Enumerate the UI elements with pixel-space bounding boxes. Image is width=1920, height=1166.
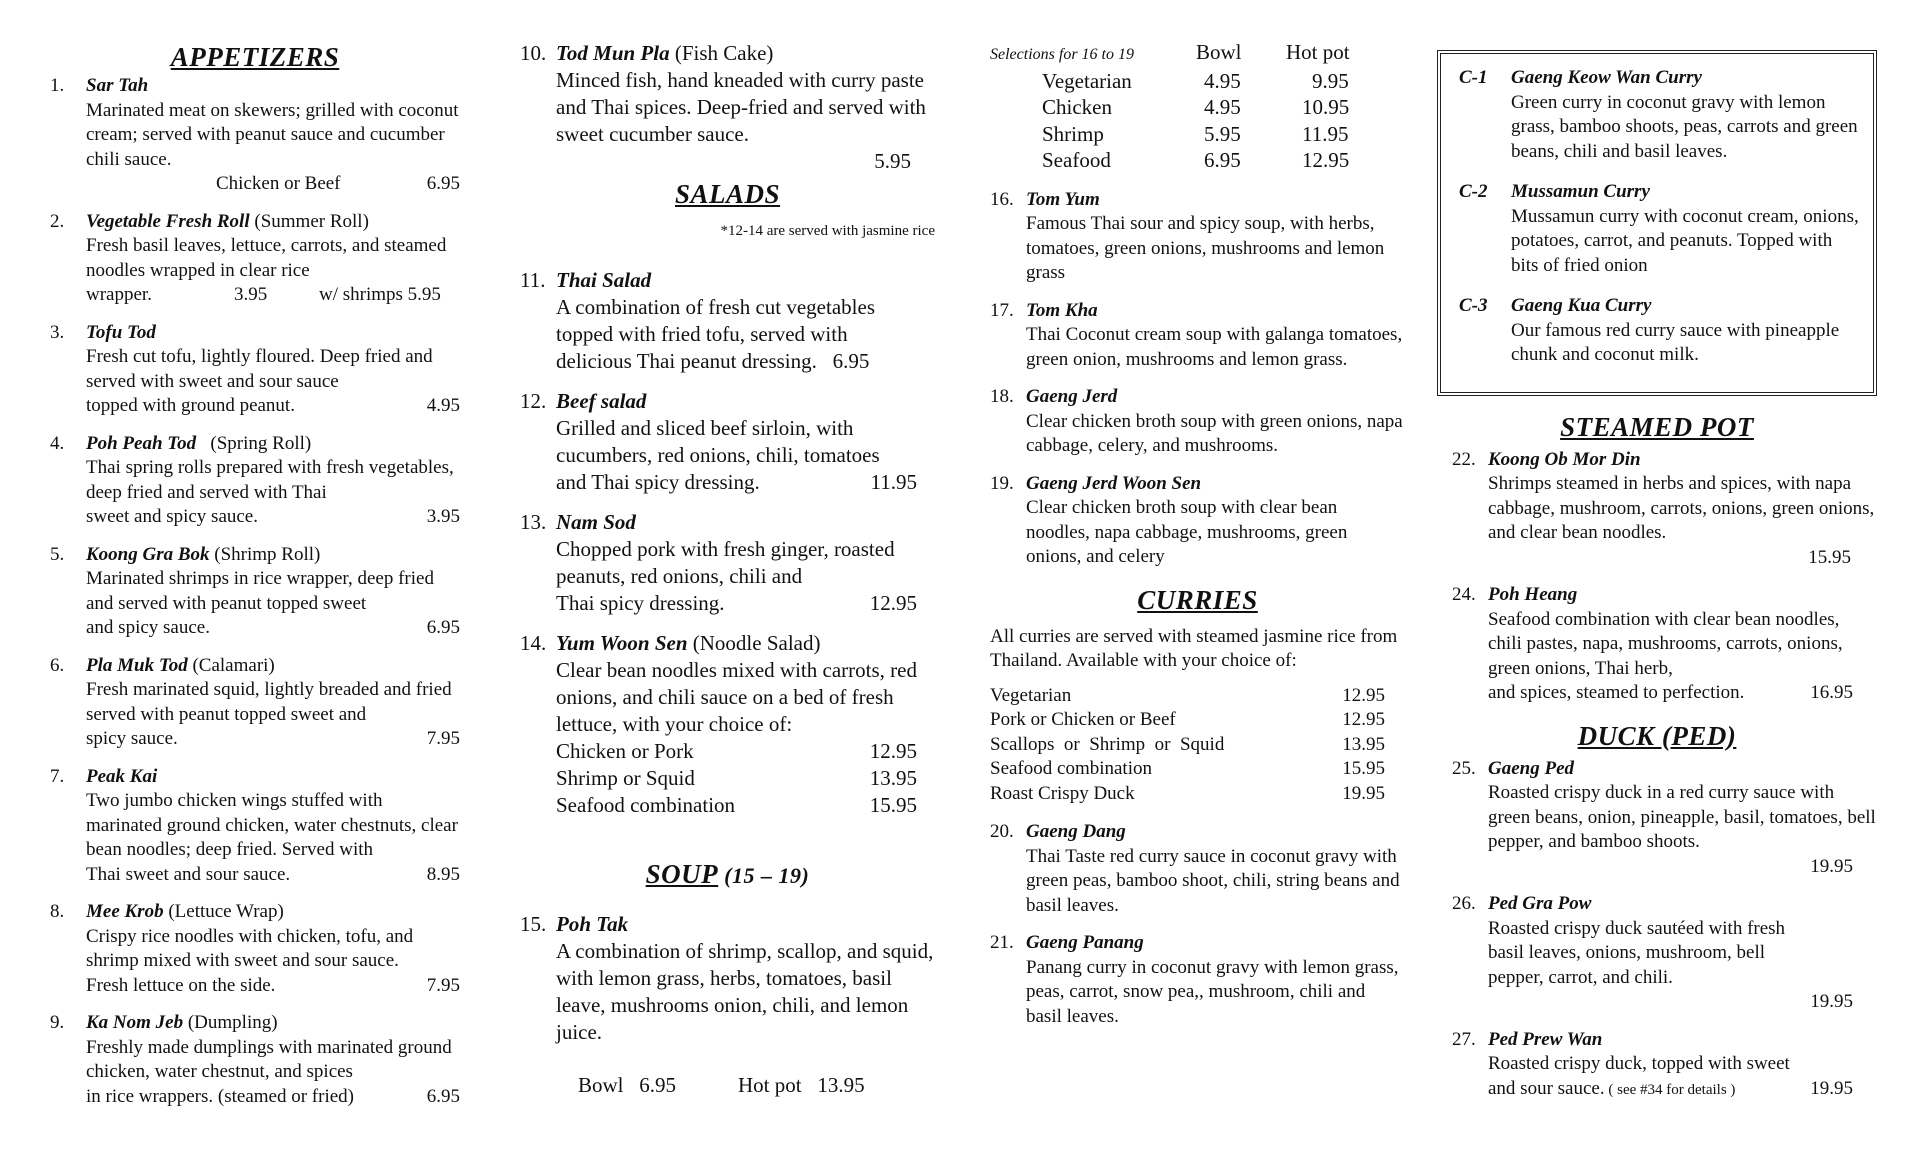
- item-number: 3.: [50, 321, 65, 343]
- item-price: 12.95: [1342, 684, 1385, 706]
- item-name: Gaeng Kua Curry: [1511, 295, 1652, 316]
- salads-column: [520, 40, 935, 1112]
- bowl-price: Bowl 6.95: [578, 1073, 677, 1097]
- item-name: Ka Nom Jeb: [86, 1012, 184, 1033]
- menu-item: [990, 385, 1405, 459]
- item-description: Freshly made dumplings with marinated ground chicken, water chestnut, and spices: [86, 1036, 452, 1082]
- item-name: Peak Kai: [86, 765, 158, 787]
- menu-item: [520, 388, 935, 496]
- item-price: 7.95: [426, 728, 460, 749]
- salads-note: *12-14 are served with jasmine rice: [720, 223, 935, 239]
- item-number: 12.: [520, 389, 547, 413]
- soup-selections-table: [990, 68, 1405, 174]
- menu-item: [1459, 180, 1859, 278]
- item-name: Ped Gra Pow: [1488, 893, 1592, 914]
- price-option: Vegetarian: [990, 684, 1072, 706]
- item-description: Seafood combination with clear bean noodles, chili pastes, napa, mushrooms, carrots, onions, green onions, Thai herb,: [1488, 608, 1843, 679]
- item-description: Fresh cut tofu, lightly floured. Deep fried and served with sweet and sour sauce: [86, 346, 433, 392]
- item-number: 26.: [1452, 893, 1476, 914]
- item-subtitle: (Noodle Salad): [687, 631, 821, 655]
- item-description: Marinated shrimps in rice wrapper, deep fried and served with peanut topped sweet: [86, 568, 434, 614]
- curry-price-list: [990, 684, 1405, 807]
- item-name: Thai Salad: [556, 268, 652, 292]
- item-price: 19.95: [1810, 855, 1853, 877]
- item-description: Clear chicken broth soup with green onions, napa cabbage, celery, and mushrooms.: [1026, 410, 1403, 456]
- item-name: Poh Tak: [556, 912, 629, 936]
- item-description: Roasted crispy duck in a red curry sauce with green beans, onion, pineapple, basil, tomatoes, bell pepper, and bamboo shoots.: [1488, 782, 1876, 852]
- item-description: Fresh basil leaves, lettuce, carrots, and steamed noodles wrapped in clear rice: [86, 235, 447, 281]
- item-price: 8.95: [426, 863, 460, 885]
- item-price: 16.95: [1810, 682, 1853, 703]
- item-number: 15.: [520, 912, 547, 936]
- item-description-tail: spicy sauce.: [86, 728, 178, 749]
- curry-price-row: [990, 708, 1405, 733]
- soup-selections-header: [990, 40, 1405, 68]
- item-subtitle: (Shrimp Roll): [209, 543, 321, 565]
- menu-item: [50, 1011, 460, 1109]
- item-description: Roasted crispy duck, topped with sweet: [1488, 1053, 1790, 1074]
- item-number: 17.: [990, 299, 1014, 321]
- bowl-price: 6.95: [1204, 148, 1241, 172]
- selections-label: Selections for 16 to 19: [990, 46, 1134, 63]
- soups-curries-column: [990, 40, 1405, 1042]
- selection-name: Vegetarian: [1042, 68, 1132, 93]
- item-note: ( see #34 for details ): [1604, 1081, 1736, 1098]
- menu-item: [520, 911, 935, 1099]
- menu-item: [1452, 583, 1877, 706]
- menu-item: [1452, 1028, 1877, 1103]
- item-description-tail: and Thai spicy dressing.: [556, 470, 760, 494]
- item-price: 15.95: [1808, 546, 1851, 568]
- item-subtitle: (Spring Roll): [196, 432, 312, 454]
- bowl-price: 4.95: [1204, 68, 1241, 93]
- hotpot-price: 11.95: [1302, 121, 1349, 146]
- item-description-tail: delicious Thai peanut dressing.: [556, 349, 817, 373]
- price-option: Roast Crispy Duck: [990, 782, 1135, 804]
- curry-price-row: [990, 757, 1405, 782]
- soup-title: SOUP: [645, 859, 719, 889]
- appetizers-heading: APPETIZERS: [170, 42, 340, 72]
- menu-item: [990, 188, 1405, 286]
- price-option: Seafood combination: [990, 758, 1152, 779]
- curries-heading: CURRIES: [1137, 584, 1258, 615]
- menu-item: [1459, 294, 1859, 368]
- item-subtitle: (Calamari): [187, 654, 275, 676]
- item-price: 12.95: [869, 739, 917, 763]
- item-description: Minced fish, hand kneaded with curry paste and Thai spices. Deep-fried and served with sweet cucumber sauce.: [556, 68, 926, 146]
- item-number: 22.: [1452, 448, 1476, 470]
- curry-price-row: [990, 733, 1405, 758]
- item-description: Two jumbo chicken wings stuffed with marinated ground chicken, water chestnuts, clear bean noodles; deep fried. Served with: [86, 790, 458, 860]
- item-price: 3.95: [426, 506, 460, 527]
- selection-row: [990, 121, 1405, 148]
- menu-item: [50, 210, 460, 308]
- item-number: 13.: [520, 510, 547, 534]
- item-number: 16.: [990, 188, 1014, 210]
- item-description: A combination of shrimp, scallop, and squid, with lemon grass, herbs, tomatoes, basil leave, mushrooms onion, chili, and lemon juice.: [556, 939, 934, 1044]
- menu-item: [520, 630, 935, 819]
- item-price-alt: w/ shrimps 5.95: [319, 284, 441, 305]
- item-description: Famous Thai sour and spicy soup, with herbs, tomatoes, green onions, mushrooms and lemon grass: [1026, 213, 1385, 283]
- curry-price-row: [990, 782, 1405, 807]
- item-description-tail: and spices, steamed to perfection.: [1488, 682, 1745, 703]
- menu-item: [50, 432, 460, 530]
- item-price: 12.95: [869, 591, 917, 615]
- item-price: 6.95: [832, 349, 870, 373]
- hotpot-label: Hot pot: [1286, 40, 1350, 64]
- item-number: C-3: [1459, 295, 1488, 316]
- item-price: 12.95: [1342, 709, 1385, 730]
- hotpot-price: Hot pot 13.95: [738, 1073, 865, 1097]
- item-number: 5.: [50, 543, 65, 565]
- item-price: 4.95: [426, 395, 460, 416]
- item-description: Fresh marinated squid, lightly breaded and fried served with peanut topped sweet and: [86, 679, 452, 725]
- item-subtitle: (Dumpling): [183, 1012, 278, 1033]
- item-price: 6.95: [426, 173, 460, 194]
- menu-item: [50, 543, 460, 641]
- item-subtitle: (Fish Cake): [669, 41, 774, 65]
- appetizers-column: [50, 40, 460, 1122]
- menu-item: [990, 299, 1405, 373]
- curry-price-row: [990, 684, 1405, 709]
- soup-range: (15 – 19): [718, 863, 810, 888]
- menu-item: [1459, 66, 1859, 164]
- item-name: Tod Mun Pla: [556, 41, 670, 65]
- item-number: 19.: [990, 472, 1014, 494]
- item-description: Roasted crispy duck sautéed with fresh basil leaves, onions, mushroom, bell pepper, carrot, and chili.: [1488, 917, 1786, 988]
- item-number: 18.: [990, 386, 1014, 407]
- item-price: 13.95: [869, 766, 917, 790]
- item-description: Thai Coconut cream soup with galanga tomatoes, green onion, mushrooms and lemon grass.: [1026, 324, 1403, 370]
- item-description: Clear chicken broth soup with clear bean noodles, napa cabbage, mushrooms, green onions, and celery: [1026, 497, 1348, 567]
- item-name: Gaeng Ped: [1488, 757, 1575, 779]
- price-option: Scallops or Shrimp or Squid: [990, 733, 1225, 755]
- item-number: C-1: [1459, 67, 1488, 88]
- item-name: Beef salad: [556, 389, 647, 413]
- bowl-label: Bowl: [1196, 40, 1242, 64]
- hotpot-price: 12.95: [1302, 148, 1350, 172]
- item-description-tail: Fresh lettuce on the side.: [86, 974, 276, 996]
- item-description: Panang curry in coconut gravy with lemon grass, peas, carrot, snow pea,, mushroom, chili and basil leaves.: [1026, 956, 1399, 1027]
- item-number: 10.: [520, 41, 547, 65]
- hotpot-price: 10.95: [1302, 95, 1350, 119]
- item-name: Gaeng Panang: [1026, 932, 1144, 953]
- item-number: 1.: [50, 75, 65, 96]
- item-number: 11.: [520, 268, 546, 292]
- menu-item: [990, 931, 1405, 1029]
- price-option: Chicken or Pork: [556, 739, 694, 763]
- item-subtitle: (Lettuce Wrap): [163, 901, 284, 922]
- selection-name: Shrimp: [1042, 121, 1104, 146]
- item-number: 20.: [990, 821, 1014, 842]
- item-description: Crispy rice noodles with chicken, tofu, and shrimp mixed with sweet and sour sauce.: [86, 925, 414, 971]
- curries-intro: All curries are served with steamed jasmine rice from Thailand. Available with your choice of:: [990, 625, 1398, 671]
- item-name: Ped Prew Wan: [1488, 1028, 1603, 1050]
- item-description-tail: and sour sauce.: [1488, 1077, 1605, 1099]
- item-description: Grilled and sliced beef sirloin, with cucumbers, red onions, chili, tomatoes: [556, 416, 880, 467]
- menu-item: [520, 509, 935, 617]
- item-number: 24.: [1452, 584, 1476, 605]
- menu-item: [520, 40, 935, 175]
- item-name: Tom Kha: [1026, 299, 1098, 321]
- item-description: Thai Taste red curry sauce in coconut gravy with green peas, bamboo shoot, chili, string beans and basil leaves.: [1026, 845, 1400, 916]
- item-name: Gaeng Jerd Woon Sen: [1026, 472, 1202, 494]
- price-option: Shrimp or Squid: [556, 766, 695, 790]
- selection-name: Chicken: [1042, 95, 1112, 119]
- item-description: Clear bean noodles mixed with carrots, red onions, and chili sauce on a bed of fresh lettuce, with your choice of:: [556, 658, 917, 736]
- item-name: Yum Woon Sen: [556, 631, 688, 655]
- item-number: 14.: [520, 631, 547, 655]
- item-description: Green curry in coconut gravy with lemon grass, bamboo shoots, peas, carrots and green beans, chili and basil leaves.: [1511, 91, 1858, 162]
- item-number: 6.: [50, 654, 65, 676]
- price-option: Seafood combination: [556, 793, 736, 817]
- duck-heading: DUCK (PED): [1577, 720, 1737, 751]
- item-description: Shrimps steamed in herbs and spices, with napa cabbage, mushroom, carrots, onions, green onions, and clear bean noodles.: [1488, 473, 1875, 543]
- item-name: Mee Krob: [86, 901, 164, 922]
- item-price: 7.95: [426, 974, 460, 996]
- item-number: 25.: [1452, 757, 1476, 779]
- item-name: Tofu Tod: [86, 321, 156, 343]
- bowl-price: 5.95: [1204, 121, 1241, 146]
- item-name: Gaeng Dang: [1026, 821, 1126, 842]
- salads-heading: SALADS: [674, 179, 781, 209]
- bowl-price: 4.95: [1204, 95, 1241, 119]
- item-name: Sar Tah: [86, 75, 149, 96]
- item-name: Koong Gra Bok: [86, 543, 210, 565]
- item-number: 27.: [1452, 1028, 1476, 1050]
- item-name: Gaeng Jerd: [1026, 386, 1118, 407]
- menu-item: [520, 267, 935, 375]
- item-price: 3.95: [234, 284, 268, 305]
- item-number: 8.: [50, 901, 65, 922]
- hotpot-price: 9.95: [1312, 68, 1349, 93]
- item-number: C-2: [1459, 181, 1488, 202]
- selection-row: [990, 94, 1405, 121]
- item-description-tail: and spicy sauce.: [86, 617, 210, 638]
- item-price: 15.95: [1342, 758, 1385, 779]
- menu-item: [1452, 757, 1877, 880]
- item-number: 2.: [50, 210, 65, 232]
- item-description-tail: sweet and spicy sauce.: [86, 506, 258, 527]
- item-name: Poh Peah Tod: [86, 432, 197, 454]
- item-price: 15.95: [869, 793, 917, 817]
- item-price: 5.95: [874, 149, 911, 173]
- item-description: Our famous red curry sauce with pineapple chunk and coconut milk.: [1511, 319, 1840, 365]
- item-description-tail: wrapper.: [86, 284, 152, 305]
- menu-item: [50, 321, 460, 419]
- menu-item: [1452, 448, 1877, 571]
- item-description: Marinated meat on skewers; grilled with coconut cream; served with peanut sauce and cucumber chili sauce.: [86, 99, 459, 170]
- item-description-tail: in rice wrappers. (steamed or fried): [86, 1085, 354, 1107]
- item-price: 6.95: [426, 1085, 460, 1107]
- item-description-tail: Thai spicy dressing.: [556, 591, 725, 615]
- item-price: 19.95: [1810, 991, 1853, 1012]
- menu-item: [50, 74, 460, 197]
- menu-item: [990, 472, 1405, 570]
- price-option: Chicken or Beef: [216, 173, 341, 194]
- item-name: Vegetable Fresh Roll: [86, 210, 250, 232]
- item-description: A combination of fresh cut vegetables topped with fried tofu, served with: [556, 295, 875, 346]
- item-description: Mussamun curry with coconut cream, onions, potatoes, carrot, and peanuts. Topped with bits of fried onion: [1511, 205, 1859, 276]
- item-number: 7.: [50, 765, 65, 787]
- item-name: Poh Heang: [1488, 584, 1578, 605]
- item-price: 19.95: [1342, 782, 1385, 804]
- item-number: 21.: [990, 932, 1014, 953]
- featured-curries-box: [1437, 50, 1877, 396]
- price-option: Pork or Chicken or Beef: [990, 709, 1176, 730]
- item-name: Pla Muk Tod: [86, 654, 188, 676]
- menu-item: [50, 654, 460, 752]
- item-description: Chopped pork with fresh ginger, roasted peanuts, red onions, chili and: [556, 537, 895, 588]
- menu-item: [50, 900, 460, 998]
- soup-heading: [520, 857, 935, 893]
- item-name: Koong Ob Mor Din: [1488, 448, 1641, 470]
- selection-row: [990, 147, 1405, 174]
- item-description-tail: Thai sweet and sour sauce.: [86, 863, 291, 885]
- menu-item: [1452, 892, 1877, 1015]
- menu-item: [50, 765, 460, 888]
- item-name: Gaeng Keow Wan Curry: [1511, 67, 1702, 88]
- item-name: Nam Sod: [556, 510, 636, 534]
- item-price: 11.95: [870, 470, 917, 494]
- item-price: 13.95: [1342, 733, 1385, 755]
- item-subtitle: (Summer Roll): [249, 210, 369, 232]
- steamed-pot-heading: STEAMED POT: [1560, 411, 1754, 442]
- item-number: 9.: [50, 1012, 65, 1033]
- item-price: 6.95: [426, 617, 460, 638]
- item-number: 4.: [50, 432, 65, 454]
- menu-item: [990, 820, 1405, 918]
- item-description: Thai spring rolls prepared with fresh vegetables, deep fried and served with Thai: [86, 457, 454, 503]
- item-name: Tom Yum: [1026, 188, 1100, 210]
- selection-row: [990, 68, 1405, 95]
- steamed-duck-column: [1437, 50, 1877, 1115]
- item-price: 19.95: [1810, 1077, 1853, 1099]
- item-description-tail: topped with ground peanut.: [86, 395, 295, 416]
- item-name: Mussamun Curry: [1511, 181, 1650, 202]
- selection-name: Seafood: [1042, 148, 1111, 172]
